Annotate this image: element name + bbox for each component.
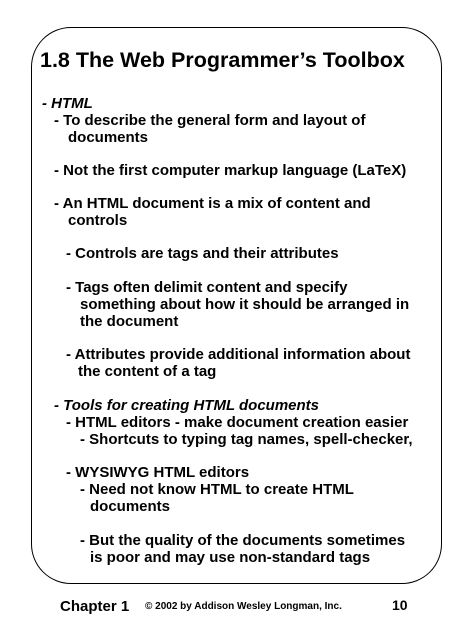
- bullet-line: - WYSIWYG HTML editors: [66, 464, 250, 481]
- bullet-line: documents: [68, 129, 149, 146]
- footer-chapter: Chapter 1: [60, 598, 130, 615]
- bullet-line: - But the quality of the documents sometimes: [80, 532, 406, 549]
- bullet-line: - Tags often delimit content and specify: [66, 279, 348, 296]
- bullet-line: - Not the first computer markup language (LaTeX): [54, 162, 407, 179]
- bullet-line: - An HTML document is a mix of content and: [54, 195, 371, 212]
- bullet-tools-heading: - Tools for creating HTML documents: [54, 397, 320, 414]
- bullet-line: - Controls are tags and their attributes: [66, 245, 339, 262]
- bullet-line: - Need not know HTML to create HTML: [80, 481, 354, 498]
- bullet-line: - Attributes provide additional information about: [66, 346, 411, 363]
- footer-copyright: © 2002 by Addison Wesley Longman, Inc.: [145, 601, 342, 612]
- bullet-html-heading: - HTML: [42, 95, 93, 112]
- bullet-line: the content of a tag: [78, 363, 217, 380]
- bullet-line: is poor and may use non-standard tags: [90, 549, 371, 566]
- bullet-line: the document: [80, 313, 179, 330]
- bullet-line: - To describe the general form and layout of: [54, 112, 366, 129]
- bullet-line: controls: [68, 212, 128, 229]
- bullet-line: - Shortcuts to typing tag names, spell-checker,: [80, 431, 413, 448]
- slide-title: 1.8 The Web Programmer’s Toolbox: [40, 48, 405, 72]
- bullet-line: something about how it should be arranged in: [80, 296, 410, 313]
- footer-page-number: 10: [392, 597, 408, 613]
- bullet-line: documents: [90, 498, 171, 515]
- bullet-line: - HTML editors - make document creation easier: [66, 414, 409, 431]
